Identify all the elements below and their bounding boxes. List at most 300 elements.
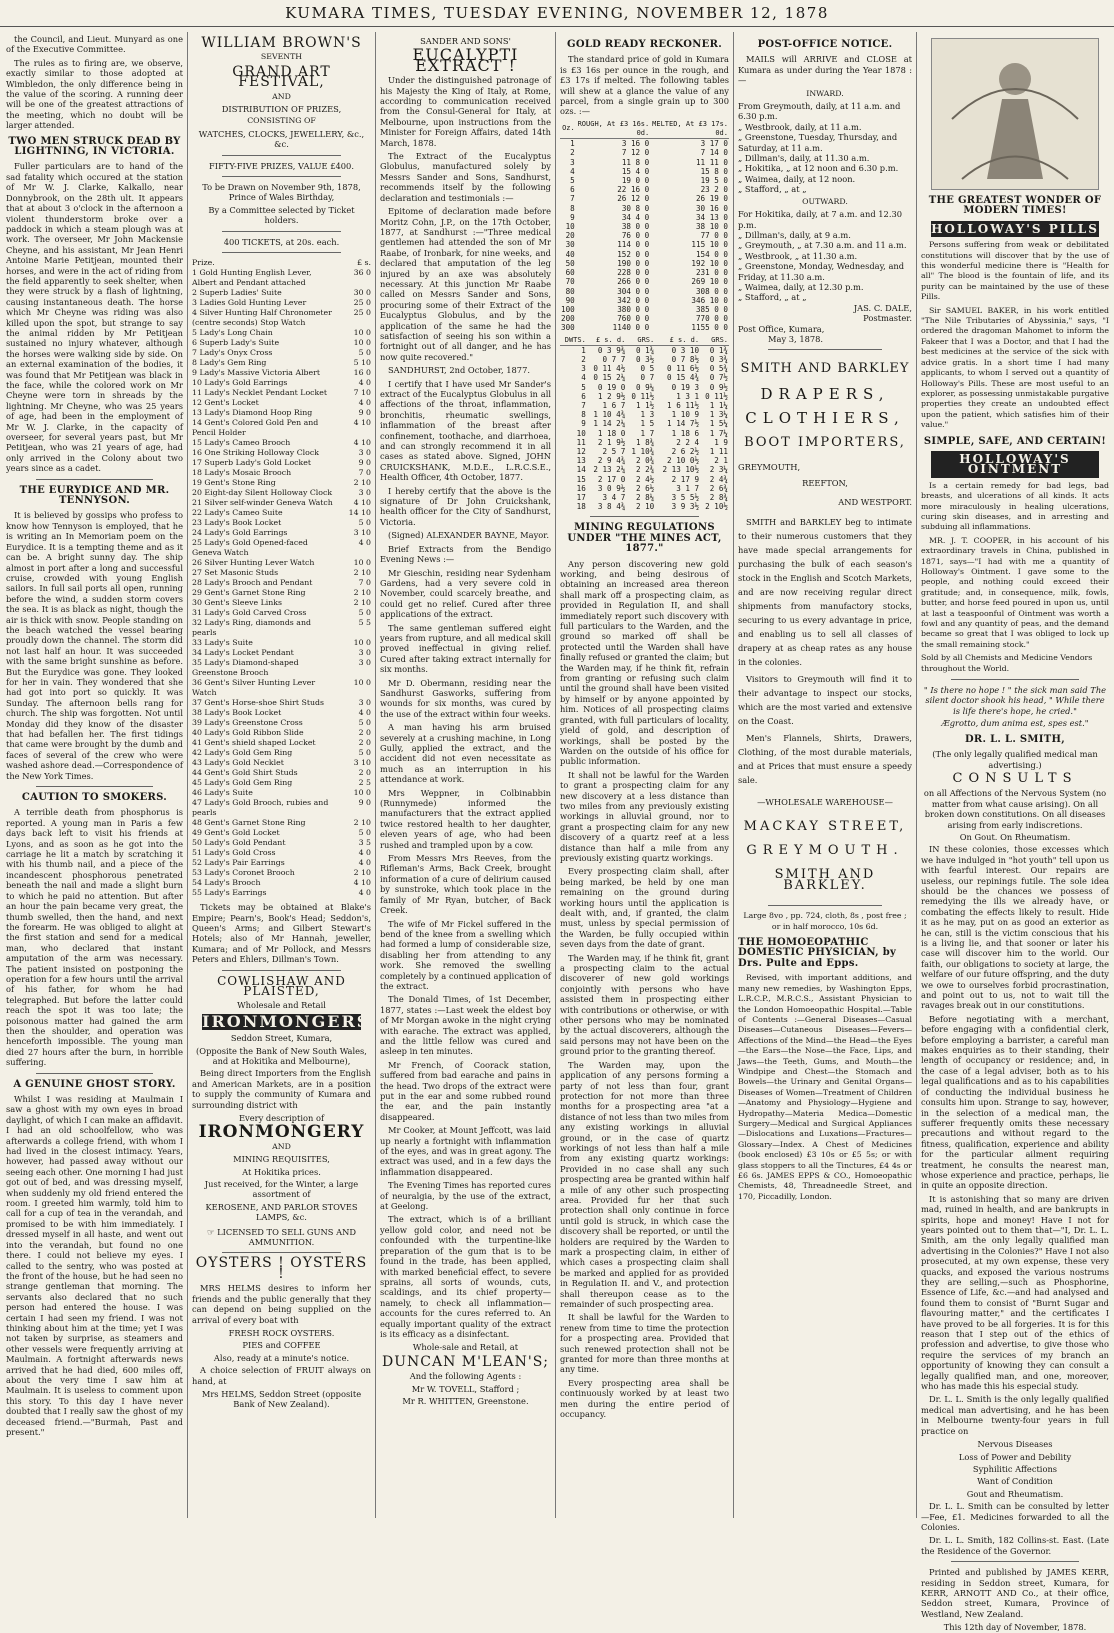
advert-paragraph: Before negotiating with a merchant, before engaging with a confidential clerk, before employing a barrister, a careful man makes enquiries as to their standing, their length of occupancy or residence; and, in the case of a legal adviser, both as to his legal qualifications and as to his capabilities of conducting the individual business he consults him upon. Strange to say, however, in the selection of a medical man, the sufferer frequently omits these necessary precautions and without regard to the fitness, qualification, experience and ability for the particular ailment requiring treatment, he consults the nearest man, whose experience and practice, perhaps, lie in quite an opposite direction.: [921, 1013, 1109, 1191]
table-cell: 3: [581, 364, 586, 374]
table-cell: 2 10 0½: [667, 456, 700, 466]
prize-name: 15 Lady's Cameo Brooch: [192, 438, 291, 448]
mail-line: „ Westbrook, „ at 11.30 a.m.: [738, 250, 858, 261]
table-cell: 1 5: [640, 419, 655, 429]
prize-value: 2 10: [353, 568, 371, 578]
prize-name: 27 Set Masonic Studs: [192, 568, 279, 578]
table-row: [192, 778, 371, 788]
table-cell: 0 19 3: [671, 382, 700, 392]
table-cell: 0 19 0: [597, 382, 626, 392]
brown-consisting: CONSISTING OF: [247, 116, 316, 126]
prize-name: 36 Gent's Silver Hunting Lever Watch: [192, 678, 316, 698]
table-cell: 1 6 7: [602, 400, 626, 410]
prize-value: 10 0: [353, 558, 371, 568]
brown-tickets: 400 TICKETS, at 20s. each.: [223, 236, 340, 247]
table-row: [560, 213, 729, 222]
article-paragraph: It is believed by gossips who profess to know how Tennyson is employed, that he is writing an In Memoriam poem on the Eurydice. It is a tempting theme and as it can be. A bright sunny day. The ship almost in port after a long and successful cruise, crowded with young English sailors. In full sail ports all open, running before the wind, a sudden storm covers the sea. It is as black as night, though the air is thick with snow. People standing on the beach watched the vessel bearing proudly down the channel. The storm did not last half an hour. It was succeeded with the same bright sunshine as before. But the Eurydice was gone. They looked for her in vain. They wondered that she had got into port so quickly. It was Sunday. The afternoon bells rang for church. The ship was forgotten. Not until Monday did they know of the disaster that had befallen her. The first tidings that came were brought by the dumb and faces of several of the crew who were washed ashore dead.—Correspondence of the New York Times.: [6, 510, 183, 781]
table-cell: 15 4 0: [621, 166, 650, 176]
regulation-paragraph: Every prospecting area shall be continuously worked by at least two men during the entire period of occupancy.: [560, 1377, 729, 1420]
prize-value: 9 0: [358, 458, 371, 468]
table-cell: 1: [581, 345, 586, 355]
prize-name: 41 Gent's shield shaped Locket: [192, 738, 316, 748]
table-cell: 1 9: [714, 437, 728, 447]
advert-paragraph: (Signed) ALEXANDER BAYNE, Mayor.: [388, 530, 549, 541]
column-header: GRS.: [700, 336, 729, 346]
holloway-figure-illustration: [931, 38, 1099, 190]
table-cell: 2 2¾: [635, 465, 655, 475]
prize-value: 2 10: [353, 588, 371, 598]
prize-name: 10 Lady's Gold Earrings: [192, 378, 288, 388]
prize-name: 44 Gent's Gold Shirt Studs: [192, 768, 298, 778]
table-row: [192, 858, 371, 868]
table-cell: 231 0 0: [695, 268, 728, 278]
table-row: [560, 475, 729, 484]
duncan-name: DUNCAN M'LEAN'S;: [381, 1353, 549, 1370]
outward-list: [738, 209, 912, 303]
prize-name: 49 Gent's Gold Locket: [192, 828, 280, 838]
table-row: [192, 788, 371, 798]
prize-name: 32 Lady's Ring, diamonds and pearls: [192, 618, 311, 638]
table-cell: 2 6¾: [709, 483, 728, 493]
table-row: [192, 438, 371, 448]
regulation-paragraph: The Warden may, upon the application of any persons forming a party of not less than four, grant protection for not more than three months for a prospecting area "at a distance of not less than two miles from any existing workings in alluvial ground, or in the case of quartz workings of not less than half a mile from any existing quartz workings: Provided in no case shall any such prospecting area be granted within half a mile of any other such prospecting area. Provided fur her that such protection shall only continue in force until gold is struck, in which case the discovery shall be reported, or until the holders are required by the Warden to mark a prospecting claim, in either of which cases a prospecting claim shall be marked and applied for as provided in Regulation II. and V., and protection shall thereupon cease as to the remainder of such prospecting area.: [560, 1059, 729, 1310]
table-row: [192, 638, 371, 648]
table-cell: 1 1½: [635, 400, 655, 410]
table-cell: 22 16 0: [617, 185, 650, 195]
table-cell: 1 3¼: [709, 410, 728, 420]
mining-title: MINING REGULATIONS UNDER "THE MINES ACT, 1877.": [567, 522, 722, 555]
table-row: [192, 398, 371, 408]
prize-value: 3 10: [353, 758, 371, 768]
table-row: [560, 355, 729, 364]
table-cell: 7 12 0: [621, 148, 650, 158]
table-row: [560, 456, 729, 465]
post-office-title: POST-OFFICE NOTICE.: [757, 39, 893, 50]
table-cell: 1 7: [640, 428, 655, 438]
column-header: DWTS.: [560, 336, 587, 346]
homeo-title: THE HOMOEOPATHIC DOMESTIC PHYSICIAN, by Drs. Pulte and Epps.: [738, 937, 897, 969]
table-cell: 0 7 7: [602, 354, 626, 364]
brown-and: AND: [272, 91, 291, 101]
fresh-rock: FRESH ROCK OYSTERS.: [228, 1327, 335, 1338]
table-row: [560, 323, 729, 332]
prize-value: 5 5: [358, 618, 371, 628]
table-row: [560, 419, 729, 428]
table-row: [192, 498, 371, 508]
table-cell: 2 10: [635, 502, 655, 512]
table-cell: 6: [581, 391, 586, 401]
table-row: [560, 345, 729, 355]
table-row: [560, 484, 729, 493]
prize-value: 4 10: [353, 498, 371, 508]
prize-value: 25 0: [353, 308, 371, 318]
advert-paragraph: Mr Cooker, at Mount Jeffcott, was laid up nearly a fortnight with inflammation of the eyes, and was in great agony. The extract was used, and in a few days the inflammation disappeared.: [380, 1125, 551, 1177]
table-cell: 18: [576, 502, 586, 512]
dr-smith-body: [921, 844, 1109, 1436]
brown-obtained: Tickets may be obtained at Blake's Empire; Pearn's, Book's Head; Seddon's, Queen's Arms; and Gilbert Stewart's Hotels; also of Mr Hannah, jeweller, Kumara; and of Mr Pollock, and Messrs Peters and Ehlers, Dillman's Town.: [192, 902, 371, 965]
prize-value: 30 0: [353, 288, 371, 298]
table-cell: 0 7: [640, 373, 655, 383]
prize-value: 4 0: [358, 858, 371, 868]
mail-line: „ Stafford, „ at „: [738, 292, 807, 303]
prize-value: 5 10: [353, 358, 371, 368]
rough-header: ROUGH, At £3 16s. 0d.: [577, 119, 650, 138]
advert-paragraph: Mr D. Obermann, residing near the Sandhurst Gasworks, suffering from wounds for six months, was cured by the use of the extract within four weeks.: [380, 677, 551, 719]
table-header-row: [560, 336, 729, 346]
table-cell: 1155 0 0: [691, 323, 728, 333]
table-cell: 760 0 0: [617, 314, 650, 324]
table-cell: 0 3¾: [709, 354, 728, 364]
homeo-price: Large 8vo , pp. 724, cloth, 8s , post free ; or in half morocco, 10s 6d.: [743, 911, 907, 931]
prize-name: 1 Gold Hunting English Lever, Albert and Pendant attached: [192, 268, 312, 288]
table-cell: 10: [565, 222, 575, 232]
table-cell: 70: [565, 277, 575, 287]
table-cell: 20: [565, 231, 575, 241]
table-row: [192, 618, 371, 638]
table-row: [560, 410, 729, 419]
column-divider: [555, 32, 556, 1518]
table-cell: 192 10 0: [691, 258, 728, 268]
table-cell: 10: [576, 428, 586, 438]
table-row: [192, 588, 371, 598]
prize-name: 6 Superb Lady's Suite: [192, 338, 280, 348]
lightning-headline: TWO MEN STRUCK DEAD BY LIGHTNING, IN VICTORIA.: [8, 135, 181, 158]
prize-name: 52 Lady's Pair Earrings: [192, 858, 285, 868]
eurydice-article: [6, 510, 183, 781]
table-cell: 346 10 0: [691, 295, 728, 305]
ointment-body: Is a certain remedy for bad legs, bad breasts, and ulcerations of all kinds. It acts more miraculously in healing ulcerations, curing skin diseases, and in arresting and subduing all inflammations.: [921, 480, 1109, 532]
article-paragraph: the Council, and Lieut. Munyard as one of the Executive Committee.: [6, 34, 183, 55]
table-cell: 269 10 0: [691, 277, 728, 287]
table-cell: 228 0 0: [617, 268, 650, 278]
prize-name: 14 Gent's Colored Gold Pen and Pencil Holder: [192, 418, 319, 438]
agents-line: And the following Agents :: [409, 1371, 522, 1382]
table-cell: 9: [581, 419, 586, 429]
prize-name: 50 Lady's Gold Pendant: [192, 838, 286, 848]
table-cell: 100: [561, 304, 575, 314]
table-row: [560, 383, 729, 392]
prize-value: 5 0: [358, 828, 371, 838]
regulation-paragraph: It shall not be lawful for the Warden to grant a prospecting claim for any new discovery at a less distance than two miles from any previously existing workings in alluvial ground, nor to grant a prospecting claim for any new discovery of a quartz reef at a less distance than half a mile from any previously existing quartz workings.: [560, 769, 729, 863]
table-cell: 2: [570, 148, 575, 158]
inward-heading: INWARD.: [806, 88, 844, 98]
mining-regulations: [560, 559, 729, 1420]
prize-name: 21 Silver self-winder Geneva Watch: [192, 498, 333, 508]
column-1: [6, 34, 183, 1514]
table-row: [560, 502, 729, 511]
table-row: [560, 176, 729, 185]
table-cell: 0 9¼: [635, 382, 655, 392]
table-row: [560, 364, 729, 373]
table-cell: 3 9 3½: [671, 502, 700, 512]
mining-requisites: MINING REQUISITES,: [233, 1154, 330, 1165]
advert-paragraph: Visitors to Greymouth will find it to their advantage to inspect our stocks, which are the most varied and extensive on the Coast.: [738, 674, 912, 727]
eucalypti-title: EUCALYPTI EXTRACT !: [412, 45, 519, 75]
mail-line: „ Hokitika, „ at 12 noon and 6.30 p.m.: [738, 163, 899, 174]
prize-name: 24 Lady's Gold Earrings: [192, 528, 288, 538]
table-row: [192, 368, 371, 378]
table-row: [192, 468, 371, 478]
table-row: [192, 508, 371, 518]
table-cell: 1 5¼: [709, 419, 728, 429]
brown-drawn: To be Drawn on November 9th, 1878, Prince of Wales Birthday,: [202, 182, 361, 203]
prize-value: 5 0: [358, 718, 371, 728]
advert-paragraph: SANDHURST, 2nd October, 1877.: [388, 365, 530, 376]
council-article: [6, 34, 183, 131]
table-row: [192, 718, 371, 728]
prize-value: 10 0: [353, 338, 371, 348]
prize-value: 36 0: [353, 268, 371, 278]
table-cell: 1 11: [709, 446, 728, 456]
table-cell: 3: [570, 157, 575, 167]
wonder-heading: THE GREATEST WONDER OF MODERN TIMES!: [928, 195, 1102, 217]
column-divider: [916, 32, 917, 1518]
ironmongers-banner: IRONMONGERS: [202, 1011, 371, 1031]
licensed-guns: [192, 1227, 371, 1248]
prize-value: 9 0: [358, 798, 371, 808]
prize-name: 40 Lady's Gold Ribbon Slide: [192, 728, 304, 738]
advert-paragraph: The same gentleman suffered eight years from rupture, and all medical skill proved ineffectual in giving relief. Cured after taking extract internally for six months.: [380, 622, 551, 675]
table-cell: 1140 0 0: [612, 323, 650, 333]
table-cell: 2 6½: [635, 483, 655, 493]
table-row: [192, 288, 371, 298]
boot-importers: BOOT IMPORTERS,: [744, 434, 906, 450]
table-cell: 34 13 0: [695, 212, 728, 222]
prize-value: 2 5: [358, 778, 371, 788]
table-cell: 2 13 2¼: [593, 465, 626, 475]
brown-items: WATCHES, CLOCKS, JEWELLERY, &c., &c.: [198, 128, 365, 150]
advert-paragraph: Brief Extracts from the Bendigo Evening News :—: [380, 543, 551, 565]
masthead: KUMARA TIMES, TUESDAY EVENING, NOVEMBER 12, 1878: [0, 0, 1114, 27]
table-cell: 26 19 0: [695, 194, 728, 204]
table-cell: 3 0 9½: [597, 483, 626, 493]
value-header: £ s.: [357, 258, 371, 268]
oz-header: Oz.: [560, 120, 576, 139]
table-cell: 80: [565, 286, 575, 296]
prize-value: 10 0: [353, 638, 371, 648]
table-cell: 38 0 0: [621, 222, 650, 232]
table-cell: 2 17 9: [671, 474, 700, 484]
prize-name: 17 Superb Lady's Gold Locket: [192, 458, 312, 468]
table-cell: 15: [576, 474, 586, 484]
table-cell: 1 7¼: [709, 428, 728, 438]
sold-line: Sold by all Chemists and Medicine Vendors throughout the World.: [921, 653, 1093, 673]
prize-name: 39 Lady's Greenstone Cross: [192, 718, 303, 728]
lightning-article: [6, 161, 183, 473]
table-row: [192, 658, 371, 678]
table-row: [560, 139, 729, 149]
table-cell: 90: [565, 295, 575, 305]
table-row: [192, 878, 371, 888]
table-cell: 17: [576, 492, 586, 502]
prize-value: 3 0: [358, 658, 371, 668]
table-cell: 0 3 9¾: [597, 345, 626, 355]
table-row: [560, 231, 729, 240]
advert-paragraph: The Extract of the Eucalyptus Globulus, manufactured solely by Messrs Sander and Sons, Sandhurst, recommends itself by the following declaration and testimonials :—: [380, 151, 551, 203]
prize-name: 51 Lady's Gold Cross: [192, 848, 276, 858]
table-row: [560, 167, 729, 176]
prize-name: 18 Lady's Mosaic Brooch: [192, 468, 292, 478]
table-row: [192, 268, 371, 288]
oysters-body: MRS HELMS desires to inform her friends and the public generally that they can depend on being supplied on the arrival of every boat with: [192, 1283, 371, 1325]
table-cell: 19 5 0: [700, 176, 728, 186]
prize-name: 28 Lady's Brooch and Pendant: [192, 578, 313, 588]
ready-notice: Also, ready at a minute's notice.: [213, 1352, 350, 1363]
brown-fifty: FIFTY-FIVE PRIZES, VALUE £400.: [209, 160, 354, 171]
table-row: [192, 728, 371, 738]
article-paragraph: A terrible death from phosphorus is reported. A young man in Paris a few days back left to visit his friends at Lyons, and as soon as he got into the carriage he lit a match by scratching it with his thumb nail, and a piece of the incandescent phosphorous penetrated beneath the nail and made a slight burn to which he paid no attention. But after an hour the pain became very great, the thumb swelled, then the hand, and next the forearm. He was obliged to alight at the first station and send for a medical man, who declared that instant amputation of the arm was necessary. The patient insisted on postponing the operation for a few hours until the arrival of his father, for whom he had telegraphed. But before the latter could reach the spot it was too late; the poisonous matter had gained the arm then the shoulder, and operation was henceforth impossible. The young man died 27 hours after the burn, in horrible suffering.: [6, 807, 183, 1068]
gold-reckoner-title: GOLD READY RECKONER.: [567, 39, 722, 50]
prize-table: [192, 258, 371, 898]
table-cell: 77 0 0: [700, 231, 728, 241]
brown-committee: By a Committee selected by Ticket holders.: [208, 204, 355, 226]
table-cell: 380 0 0: [617, 304, 650, 314]
table-row: [192, 298, 371, 308]
table-row: [192, 868, 371, 878]
column-divider: [733, 32, 734, 1518]
table-cell: 12: [576, 446, 586, 456]
dr-smith-title: DR. L. L. SMITH,: [964, 733, 1066, 745]
prize-name: 22 Lady's Cameo Suite: [192, 508, 283, 518]
advert-paragraph: The Evening Times has reported cures of neuralgia, by the use of the extract, at Geelong.: [380, 1180, 551, 1212]
table-cell: 1 18 0: [597, 428, 626, 438]
quote-2: Ægrotto, dum anima est, spes est.": [941, 718, 1089, 729]
prize-value: 3 0: [358, 488, 371, 498]
quote-1: " Is there no hope ! " the sick man said The silent doctor shook his head, " While there is life there's hope, he cried.": [923, 685, 1107, 716]
table-cell: 0 3 10: [671, 345, 700, 355]
table-row: [192, 408, 371, 418]
prize-value: 4 0: [358, 538, 371, 548]
table-cell: 770 0 0: [695, 314, 728, 324]
smith-barkley-advert: [738, 361, 912, 893]
advert-paragraph: Dr. L. L. Smith is the only legally qualified medical man advertising, and he has been in Melbourne twenty-four years in full practice on: [921, 1394, 1109, 1436]
hokitika-prices: At Hokitika prices.: [242, 1166, 321, 1177]
table-row: [192, 388, 371, 398]
column-header: GRS.: [626, 336, 655, 346]
advert-paragraph: IN these colonies, those excesses which we have indulged in "hot youth" tell upon us with fearful interest. Our repairs are useless, our repinings futile. The sole idea should be the chances we possess of remedying the ills we already have, or combating the effects likely to result. Hide it as he may, put on as good an exterior as he can, still is the victim conscious that his is a living lie, and that sooner or later his case will discover him to the world. Our faith, our obligations to society at large, the welfare of our future offspring, and the duty we owe to ourselves forbid procrastination, and point out to us, not to wait till the ravages break out in our constitutions.: [921, 844, 1109, 1011]
prize-value: 25 0: [353, 298, 371, 308]
table-row: [560, 148, 729, 157]
table-cell: 0 15 4¾: [667, 373, 700, 383]
cowlishaw-body: Being direct Importers from the English and American Markets, are in a position to supply the community of Kumara and surrounding district with: [192, 1068, 371, 1110]
table-cell: 3 8 4¾: [597, 502, 626, 512]
table-cell: 15 8 0: [700, 166, 728, 176]
mail-line: „ Stafford, „ at „: [738, 184, 807, 195]
prize-name: 13 Lady's Diamond Hoop Ring: [192, 408, 313, 418]
cowlishaw-title: COWLISHAW AND PLAISTED,: [217, 973, 346, 998]
outward-heading: OUTWARD.: [802, 196, 848, 206]
holloway-ointment-banner: HOLLOWAY'S OINTMENT: [931, 451, 1099, 478]
table-cell: 2 8¼: [635, 492, 655, 502]
table-cell: 2 2 4: [676, 437, 700, 447]
advert-paragraph: The wife of Mr Fickel suffered in the bend of the knee from a swelling which had formed a lump of considerable size, disabling her from attending to any work. She removed the swelling completely by a continued application of the extract.: [380, 918, 551, 991]
table-row: [192, 848, 371, 858]
prize-name: 12 Gent's Locket: [192, 398, 259, 408]
mail-line: „ Waimea, daily, at 12.30 p.m.: [738, 281, 864, 292]
regulation-paragraph: It shall be lawful for the Warden to renew from time to time the protection for a prospecting area. Provided that such renewed protection shall not be granted for more than three months at any time.: [560, 1312, 729, 1375]
advert-paragraph: It is astonishing that so many are driven mad, ruined in health, and are bankrupts in spirits, hope and money! Have I not for years pointed out to them that—"I, Dr. L. L. Smith, am the only legally qualified man advertising in the Colonies?" Have I not also prosecuted, at my own expense, these very quacks, and exposed the various nostrums they are selling,—such as Phosphorine, Essence of Life, &c.—and had analysed and found them to consist of "Burnt Sugar and flavouring matter," and the certificates I have proved to be all forgeries. It is for this reason that I step out of the ethics of profession and advertise, to give those who require the services of my branch an opportunity of knowing they can consult a legally qualified man, and one, moreover, who has made this his especial study.: [921, 1193, 1109, 1392]
mail-line: For Hokitika, daily, at 7 a.m. and 12.30 p.m.: [738, 209, 903, 230]
prize-header: Prize.: [192, 258, 215, 268]
want-line: Want of Condition: [977, 1476, 1053, 1487]
table-cell: 1 14 7½: [667, 419, 700, 429]
smokers-headline: CAUTION TO SMOKERS.: [21, 792, 168, 804]
table-cell: 0 1¾: [709, 345, 728, 355]
table-cell: 16: [576, 483, 586, 493]
advert-paragraph: Epitome of declaration made before Moritz Cohn, J.P., on the 17th October, 1877, at Sandhurst :—"Three medical gentlemen had attended the son of Mr Raabe, of Ironbark, for nine weeks, and declared that amputation of the leg injured by an axe was absolutely necessary. At this junction Mr Raabe called on Messrs Sander and Sons, procuring some of their Extract of the Eucalyptus Globulus, and by the application of the same he had the satisfaction of seeing his son within a fortnight out of all danger, and he has now quite recovered.": [380, 206, 551, 362]
table-row: [560, 493, 729, 502]
prize-name: 4 Silver Hunting Half Chronometer (centre seconds) Stop Watch: [192, 308, 332, 328]
advert-paragraph: Mrs Weppner, in Colbinabbin (Runnymede) informed the manufacturers that the extract applied twice restored health to her daughter, eleven years of age, who had been rushed and trampled upon by a cow.: [380, 787, 551, 850]
loss-line: Loss of Power and Debility: [958, 1451, 1072, 1462]
table-cell: 385 0 0: [695, 304, 728, 314]
table-row: [192, 378, 371, 388]
gold-dwt-table: [560, 336, 729, 512]
prize-name: 20 Eight-day Silent Holloway Clock: [192, 488, 333, 498]
fee-line: Dr. L. L. Smith can be consulted by letter—Fee, £1. Medicines forwarded to all the Colonies.: [921, 1501, 1109, 1532]
table-cell: 26 12 0: [617, 194, 650, 204]
table-cell: 114 0 0: [617, 240, 650, 250]
prize-value: 9 0: [358, 408, 371, 418]
prize-name: 46 Lady's Suite: [192, 788, 253, 798]
imprint-date: This 12th day of November, 1878.: [943, 1622, 1087, 1633]
cowlishaw-and: AND: [272, 1141, 291, 1151]
table-row: [560, 447, 729, 456]
prize-value: 3 5: [358, 838, 371, 848]
cowlishaw-advert: [192, 973, 371, 1248]
table-cell: 5: [570, 176, 575, 186]
mail-line: „ Westbrook, daily, at 11 a.m.: [738, 121, 862, 132]
table-cell: 5: [581, 382, 586, 392]
prize-value: 2 0: [358, 738, 371, 748]
table-cell: 30: [565, 240, 575, 250]
mail-line: „ Dillman's, daily, at 9 a.m.: [738, 229, 851, 240]
prize-name: 9 Lady's Massive Victoria Albert: [192, 368, 321, 378]
brown-festival: GRAND ART FESTIVAL,: [232, 63, 331, 91]
table-row: [560, 222, 729, 231]
licensed-text: LICENSED TO SELL GUNS AND AMMUNITION.: [217, 1226, 357, 1248]
table-cell: 76 0 0: [621, 231, 650, 241]
smith-body: [738, 515, 912, 787]
table-cell: 50: [565, 258, 575, 268]
advert-paragraph: Mr French, of Coorack station, suffered from bad earache and pains in the head. Two drops of the extract were put in the ear and some rubbed round the ear, and the pain instantly disappeared.: [380, 1059, 551, 1122]
pointing-hand-icon: ☞: [206, 1226, 215, 1237]
drapers: DRAPERS,: [760, 384, 890, 403]
table-row: [192, 348, 371, 358]
prize-value: 4 0: [358, 398, 371, 408]
prize-value: 4 0: [358, 378, 371, 388]
syph-line: Syphilitic Affections: [972, 1463, 1058, 1474]
prize-value: 2 0: [358, 728, 371, 738]
prize-name: 35 Lady's Diamond-shaped Greenstone Brooch: [192, 658, 299, 678]
table-row: [192, 308, 371, 328]
table-row: [560, 158, 729, 167]
hygeia-figure-icon: [932, 39, 1098, 187]
dr-address: Dr. L. L. Smith, 182 Collins-st. East. (Late the Residence of the Governor.: [921, 1535, 1109, 1556]
table-row: [560, 438, 729, 447]
prize-value: 5 0: [358, 608, 371, 618]
po-intro: MAILS will ARRIVE and CLOSE at Kumara as under during the Year 1878 :—: [738, 54, 912, 86]
table-cell: 2 1: [714, 456, 728, 466]
table-cell: 0 7 8½: [671, 354, 700, 364]
prize-name: 54 Lady's Brooch: [192, 878, 261, 888]
table-cell: 4: [581, 373, 586, 383]
greymouth-branch: GREYMOUTH,: [738, 462, 801, 472]
prize-name: 31 Lady's Gold Carved Cross: [192, 608, 307, 618]
cowlishaw-street: Seddon Street, Kumara,: [230, 1033, 333, 1044]
prize-name: 37 Gent's Horse-shoe Shirt Studs: [192, 698, 324, 708]
prize-value: 4 0: [358, 888, 371, 898]
